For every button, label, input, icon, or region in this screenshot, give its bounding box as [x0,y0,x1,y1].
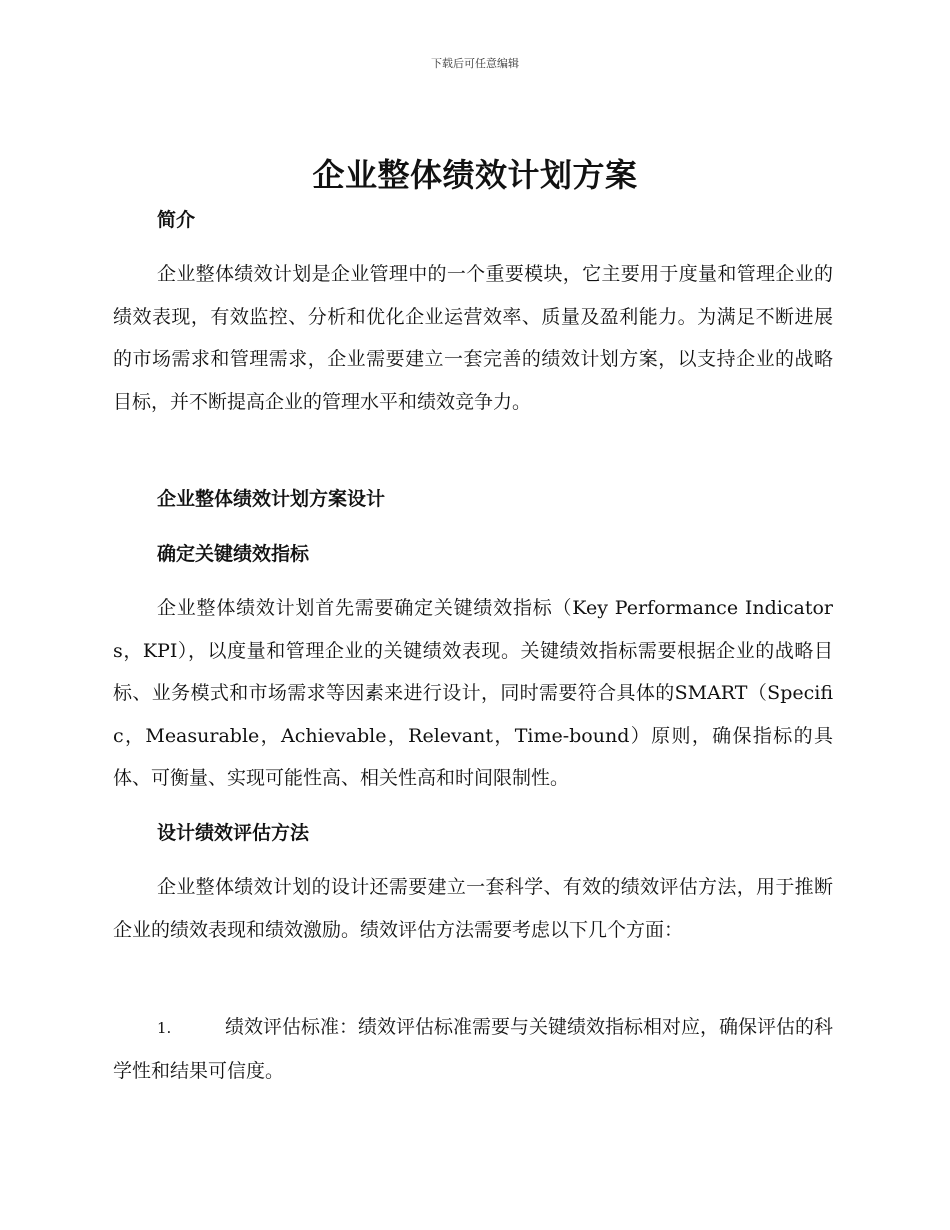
paragraph-eval: 企业整体绩效计划的设计还需要建立一套科学、有效的绩效评估方法，用于推断企业的绩效表现和绩效激励。绩效评估方法需要考虑以下几个方面： [113,876,833,941]
section-heading-kpi: 确定关键绩效指标 [157,543,310,565]
section-heading-intro: 简介 [157,209,196,231]
paragraph-intro: 企业整体绩效计划是企业管理中的一个重要模块，它主要用于度量和管理企业的绩效表现，有效监控、分析和优化企业运营效率、质量及盈利能力。为满足不断进展的市场需求和管理需求，企业需要建立一套完善的绩效计划方案，以支持企业的战略目标，并不断提高企业的管理水平和绩效竞争力。 [113,263,833,413]
section-heading-eval: 设计绩效评估方法 [157,822,310,844]
header-note: 下载后可任意编辑 [431,57,519,70]
list-item-text: 绩效评估标准：绩效评估标准需要与关键绩效指标相对应，确保评估的科学性和结果可信度。 [113,1016,834,1082]
paragraph-kpi: 企业整体绩效计划首先需要确定关键绩效指标（Key Performance Indicators，KPI），以度量和管理企业的关键绩效表现。关键绩效指标需要根据企业的战略目标、业务模式和市场需求等因素来进行设计，同时需要符合具体的SMART（Specific，Measurable，Achievable，Relevant，Time-bound）原则，确保指标的具体、可衡量、实现可能性高、相关性高和时间限制性。 [113,597,833,789]
list-item [113,1006,833,1092]
list-item-number: 1. [157,1019,172,1037]
section-heading-design: 企业整体绩效计划方案设计 [157,488,386,510]
document-title: 企业整体绩效计划方案 [312,156,638,194]
